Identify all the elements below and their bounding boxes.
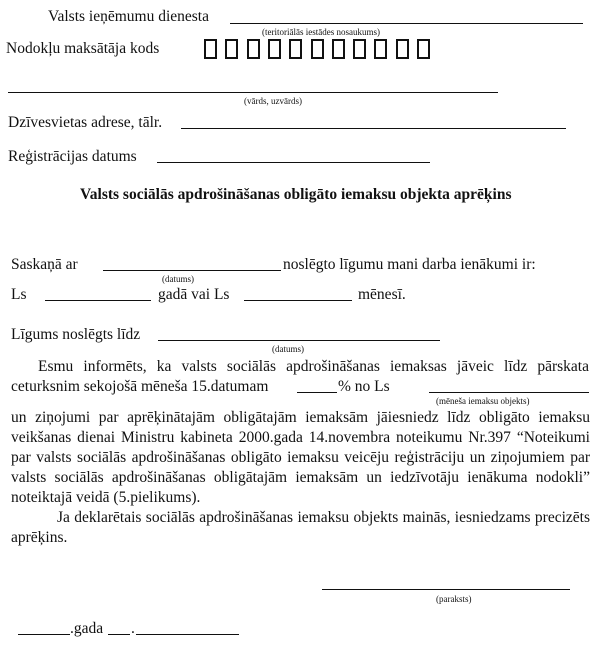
ls-label: Ls [11, 286, 27, 303]
signature-caption: (paraksts) [436, 594, 472, 604]
agreement-date-caption: (datums) [162, 274, 194, 284]
signature-field[interactable] [322, 589, 570, 590]
tax-code-box[interactable] [332, 39, 345, 59]
year-or-label: gadā vai Ls [158, 286, 230, 303]
tax-code-box[interactable] [204, 39, 217, 59]
agreement-date-field[interactable] [103, 270, 281, 271]
tax-code-box[interactable] [247, 39, 260, 59]
contract-until-label: Līgums noslēgts līdz [11, 326, 141, 343]
address-field[interactable] [181, 128, 566, 129]
tax-code-box[interactable] [225, 39, 238, 59]
reg-date-label: Reģistrācijas datums [8, 148, 137, 165]
paragraph-change: Ja deklarētais sociālās apdrošināšanas iemaksu objekts mainās, iesniedzams precizēts aprēķins. [11, 509, 590, 546]
agreement-prefix: Saskaņā ar [11, 256, 78, 273]
vid-label: Valsts ieņēmumu dienesta [48, 8, 209, 25]
date-dot: . [131, 620, 135, 637]
contract-date-caption: (datums) [272, 344, 304, 354]
informed-line-2: ceturksnim sekojošā mēneša 15.datumam [11, 378, 269, 395]
percent-field[interactable] [297, 392, 337, 393]
monthly-object-caption: (mēneša iemaksu objekts) [436, 396, 530, 406]
gada-label: .gada [70, 620, 104, 637]
tax-code-box[interactable] [311, 39, 324, 59]
month-label: mēnesī. [358, 286, 406, 303]
name-surname-field[interactable] [8, 92, 498, 93]
contract-until-field[interactable] [158, 340, 440, 341]
paragraph-main: un ziņojumi par aprēķinātajām obligātajām iemaksām jāiesniedz līdz obligāto iemaksu veikšanas dienai Ministru kabineta 2000.gada 14.novembra noteikumu Nr.397 “Noteikumi par valsts sociālās apdrošināšanas obligāto iemaksu veicēju reģistrāciju un ziņojumiem par valsts sociālās apdrošināšanas obligātajām iemaksām un iedzīvotāju ienākuma nodokli” noteiktajā veidā (5.pielikums). [11, 409, 590, 506]
agreement-suffix: noslēgto līgumu mani darba ienākumi ir: [283, 256, 536, 273]
year-field[interactable] [18, 634, 70, 635]
tax-code-box[interactable] [396, 39, 409, 59]
tax-code-box[interactable] [289, 39, 302, 59]
address-label: Dzīvesvietas adrese, tālr. [8, 114, 163, 131]
monthly-object-field[interactable] [429, 392, 589, 393]
name-caption: (vārds, uzvārds) [244, 96, 302, 106]
vid-caption: (teritoriālās iestādes nosaukums) [262, 27, 380, 37]
informed-line-1: Esmu informēts, ka valsts sociālās apdrošināšanas iemaksas jāveic līdz pārskata [38, 358, 589, 375]
monthly-income-field[interactable] [244, 300, 352, 301]
tax-code-box[interactable] [353, 39, 366, 59]
yearly-income-field[interactable] [45, 300, 151, 301]
reg-date-field[interactable] [157, 162, 430, 163]
tax-code-label: Nodokļu maksātāja kods [6, 40, 160, 57]
day-field[interactable] [108, 634, 130, 635]
tax-code-box[interactable] [417, 39, 430, 59]
tax-code-box[interactable] [374, 39, 387, 59]
percent-text: % no Ls [338, 378, 390, 395]
vid-institution-field[interactable] [230, 23, 583, 24]
tax-code-box[interactable] [268, 39, 281, 59]
month-field[interactable] [136, 634, 239, 635]
page-title: Valsts sociālās apdrošināšanas obligāto iemaksu objekta aprēķins [80, 186, 512, 203]
